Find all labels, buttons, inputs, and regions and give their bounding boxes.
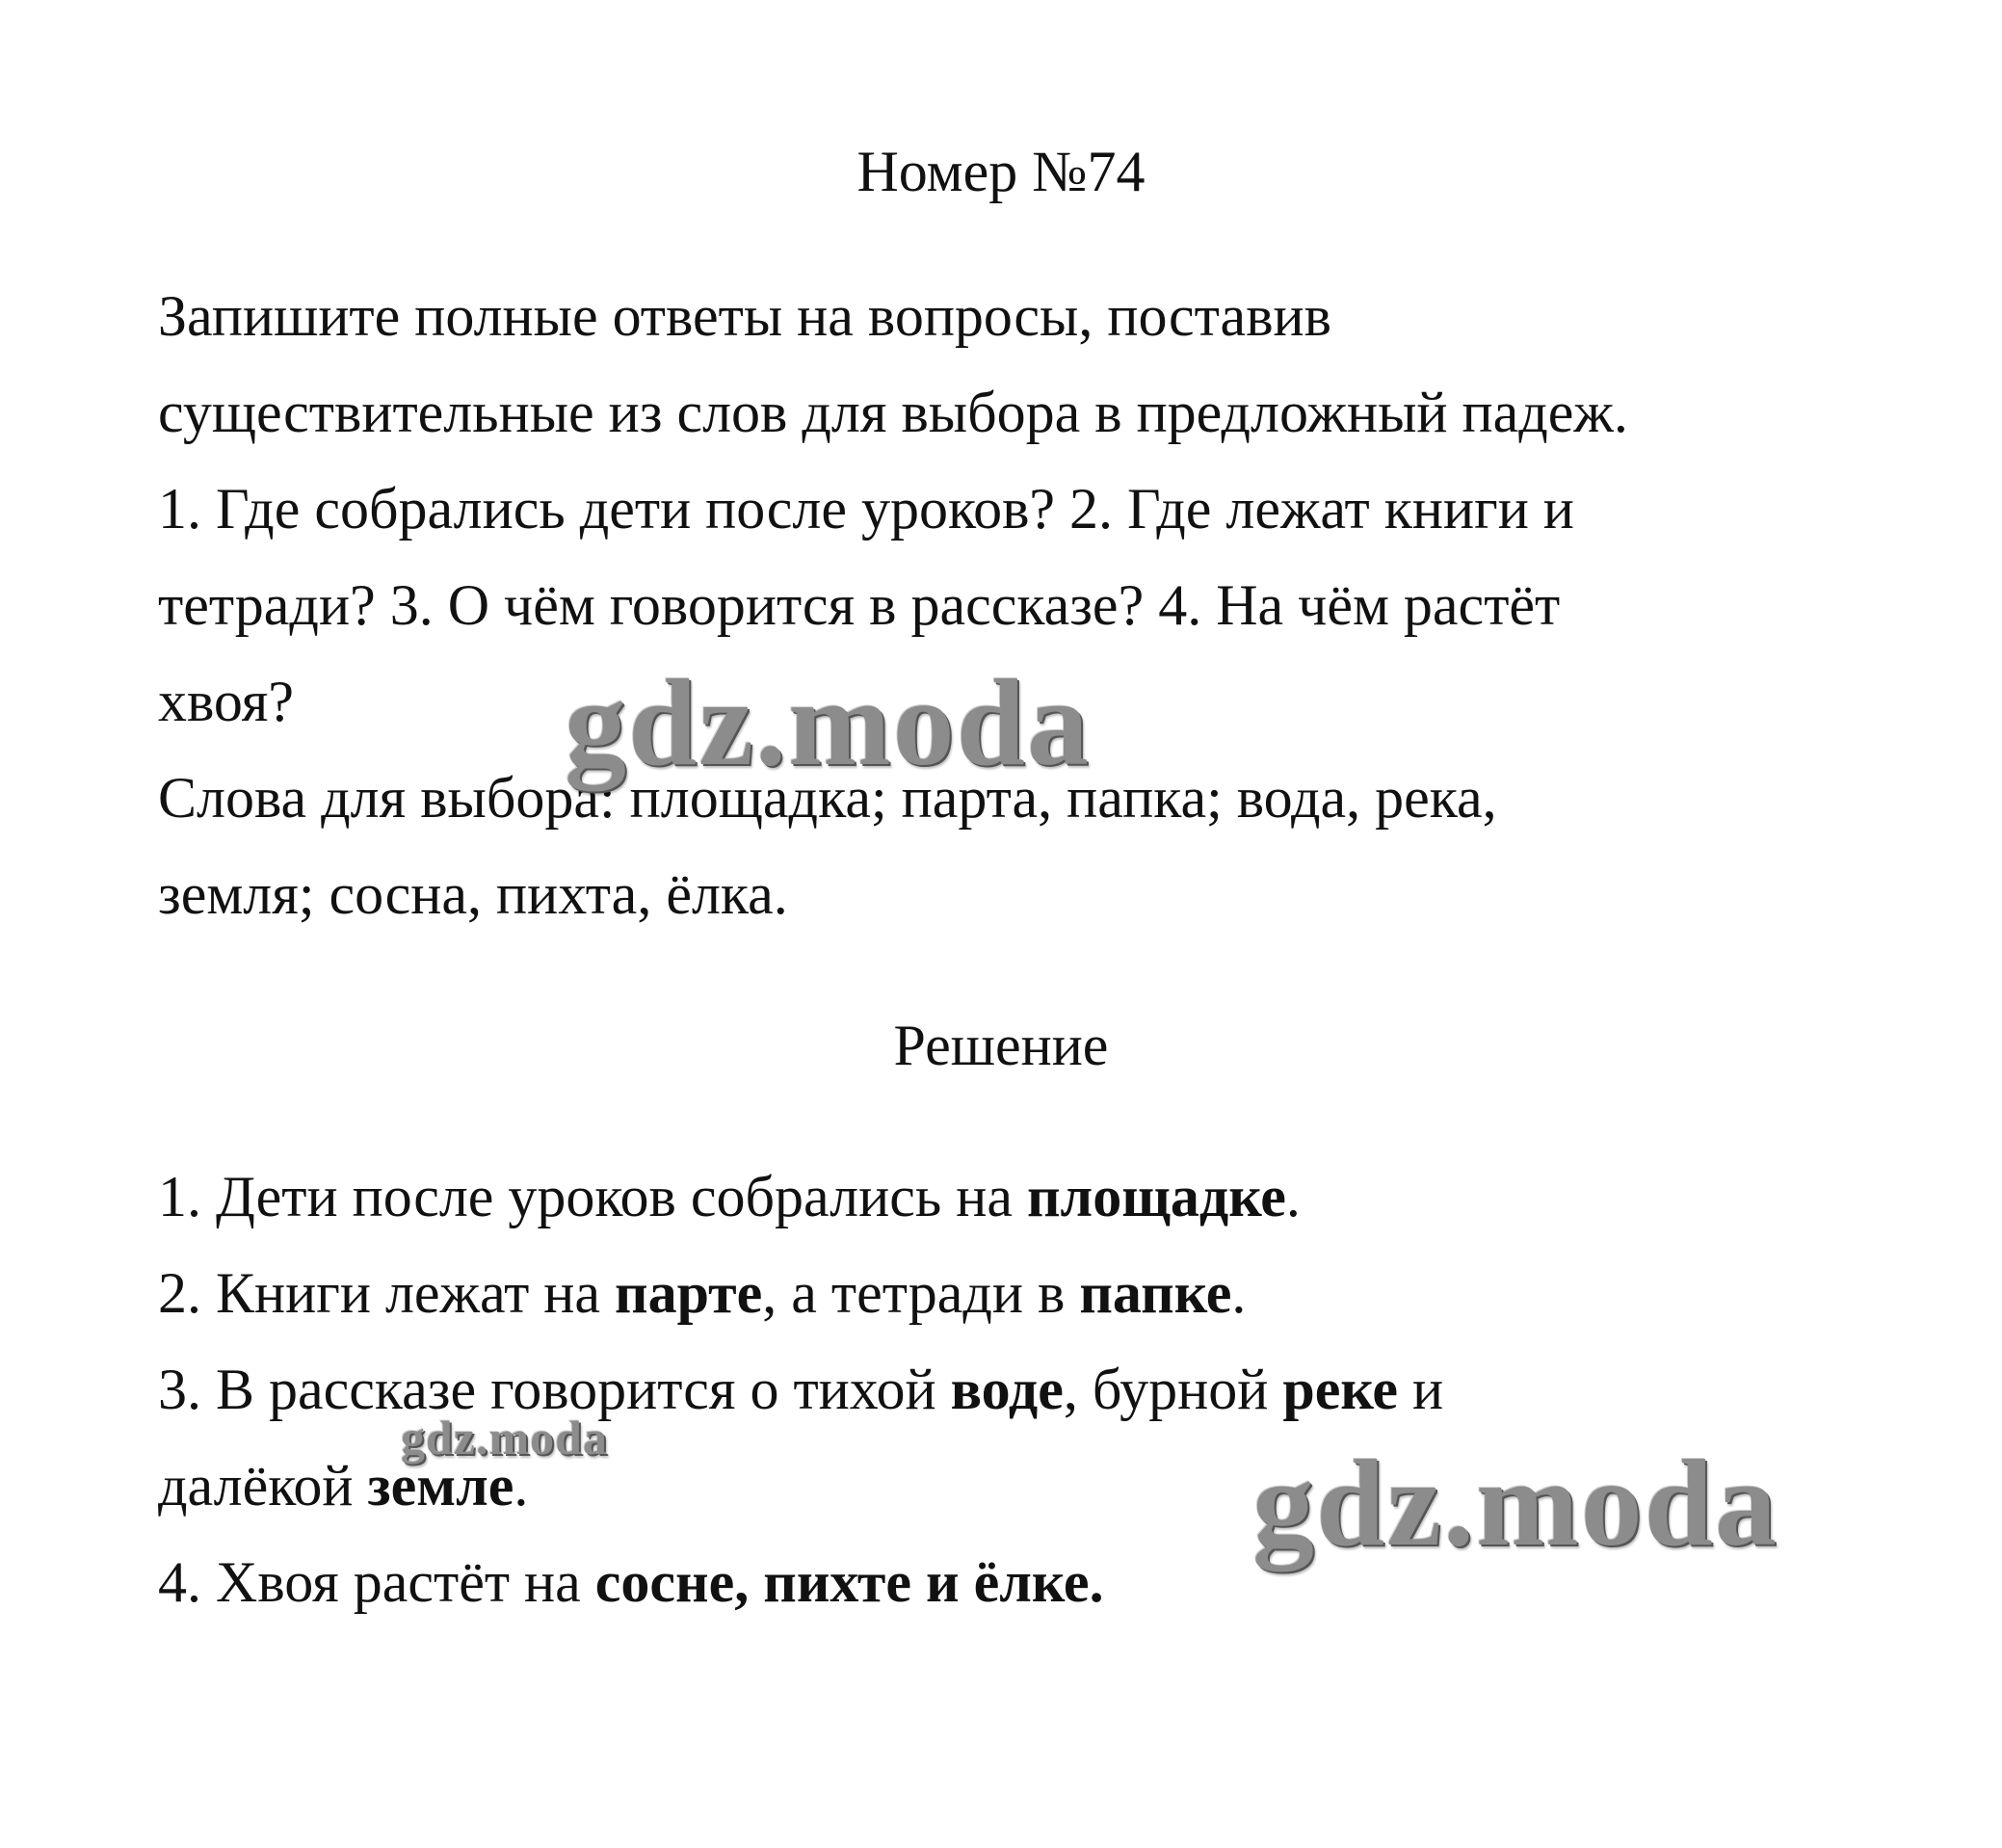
exercise-title: Номер №74 [856, 140, 1146, 203]
task-line: тетради? 3. О чём говорится в рассказе? 4. На чём растёт [158, 573, 1561, 637]
answer-text: . [1285, 1165, 1301, 1228]
watermark-logo: gdz.moda [401, 1411, 608, 1465]
answer-text: , бурной [1063, 1358, 1283, 1421]
solution-heading: Решение [893, 1014, 1109, 1077]
answer-text: 3. В рассказе говорится о тихой [158, 1358, 951, 1421]
watermark-logo: gdz.moda [565, 654, 1091, 791]
answer-highlight: земле [367, 1454, 514, 1518]
answer-highlight: воде [950, 1358, 1064, 1421]
task-line: существительные из слов для выбора в предложный падеж. [158, 381, 1628, 444]
task-line: Запишите полные ответы на вопросы, поставив [158, 284, 1331, 348]
answer-line-4 [158, 1534, 1883, 1630]
answer-text: 1. Дети после уроков собрались на [158, 1165, 1027, 1228]
answer-text: далёкой [158, 1454, 368, 1518]
answer-highlight: папке [1079, 1261, 1232, 1325]
watermark-logo: gdz.moda [1252, 1435, 1778, 1571]
answer-line-2 [158, 1245, 1883, 1341]
task-line: земля; сосна, пихта, ёлка. [158, 862, 788, 926]
solution-answers [158, 1148, 1883, 1630]
answer-text: и [1398, 1358, 1444, 1421]
answer-text: . [514, 1454, 529, 1518]
answer-highlight: реке [1282, 1358, 1399, 1421]
answer-line-3-cont [158, 1438, 1883, 1534]
answer-line-1 [158, 1148, 1883, 1245]
task-line: хвоя? [158, 670, 295, 733]
answer-text: 4. Хвоя растёт на [158, 1550, 595, 1614]
answer-text: 2. Книги лежат на [158, 1261, 616, 1325]
answer-highlight: сосне, пихте и ёлке. [594, 1550, 1104, 1614]
answer-highlight: площадке [1026, 1165, 1286, 1228]
answer-text: , а тетради в [762, 1261, 1080, 1325]
task-text [158, 268, 1883, 942]
task-line: Слова для выбора: площадка; парта, папка; вода, река, [158, 766, 1497, 830]
task-line: 1. Где собрались дети после уроков? 2. Где лежат книги и [158, 477, 1574, 541]
answer-line-3 [158, 1341, 1883, 1438]
answer-text: . [1231, 1261, 1247, 1325]
answer-highlight: парте [615, 1261, 763, 1325]
